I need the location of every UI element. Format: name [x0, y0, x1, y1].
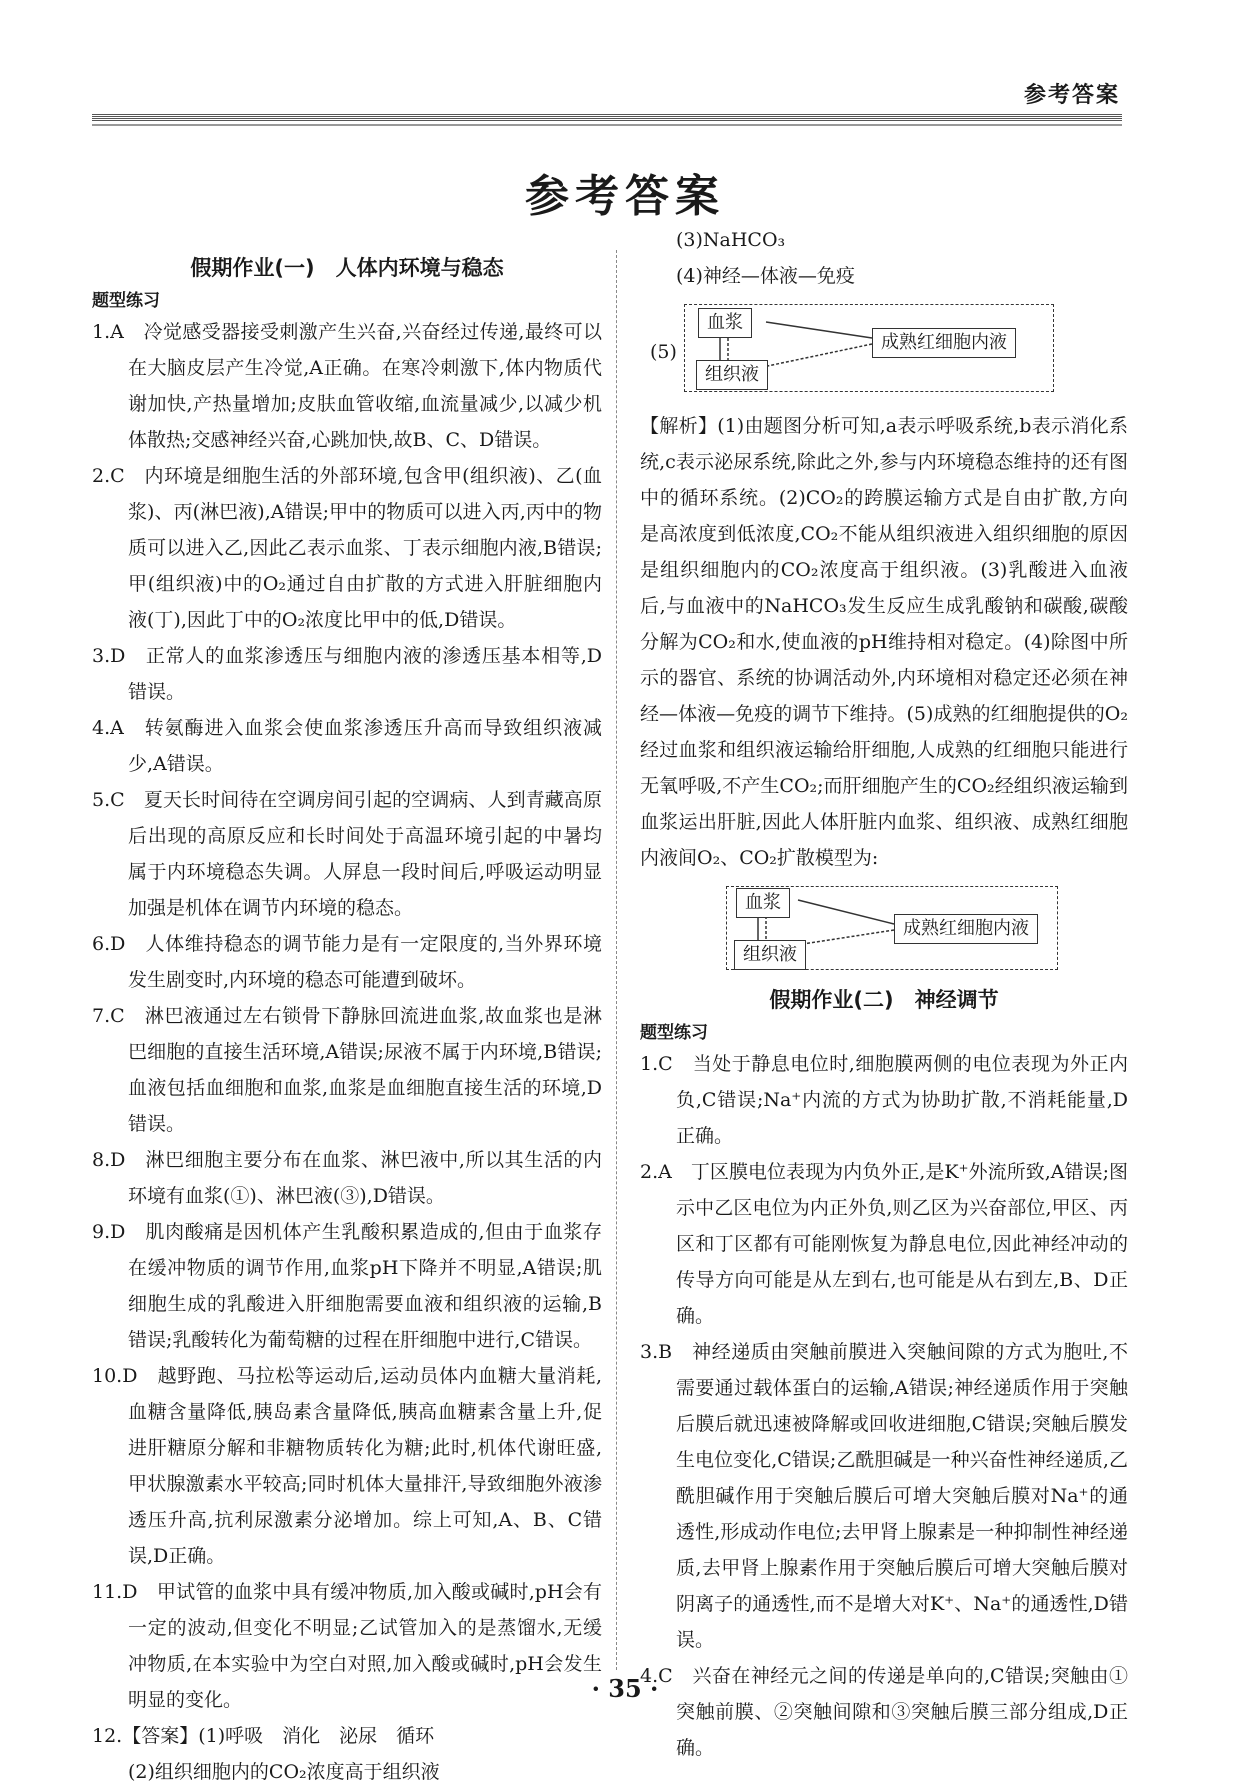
header-label: 参考答案	[1023, 83, 1120, 108]
diffusion-diagram-1	[640, 298, 1128, 402]
answer-item-continuation: (2)组织细胞内的CO₂浓度高于组织液	[128, 1761, 440, 1783]
answer-item: 12.【答案】(1)呼吸 消化 泌尿 循环	[92, 1725, 435, 1747]
left-column	[92, 250, 602, 1790]
box-plasma: 血浆	[698, 308, 752, 338]
answer-item: 9.D 肌肉酸痛是因机体产生乳酸积累造成的,但由于血浆存在缓冲物质的调节作用,血浆pH下降并不明显,A错误;肌细胞生成的乳酸进入肝细胞需要血液和组织液的运输,B错误;乳酸转化为葡萄糖的过程在肝细胞中进行,C错误。	[92, 1221, 602, 1351]
answer-item: 8.D 淋巴细胞主要分布在血浆、淋巴液中,所以其生活的内环境有血浆(①)、淋巴液(③),D错误。	[92, 1149, 602, 1207]
analysis-text: 【解析】(1)由题图分析可知,a表示呼吸系统,b表示消化系统,c表示泌尿系统,除此之外,参与内环境稳态维持的还有图中的循环系统。(2)CO₂的跨膜运输方式是自由扩散,方向是高浓度到低浓度,CO₂不能从组织液进入组织细胞的原因是组织细胞内的CO₂浓度高于组织液。(3)乳酸进入血液后,与血液中的NaHCO₃发生反应生成乳酸钠和碳酸,碳酸分解为CO₂和水,使血液的pH维持相对稳定。(4)除图中所示的器官、系统的协调活动外,内环境相对稳定还必须在神经—体液—免疫的调节下维持。(5)成熟的红细胞提供的O₂经过血浆和组织液运输给肝细胞,人成熟的红细胞只能进行无氧呼吸,不产生CO₂;而肝细胞产生的CO₂经组织液运输到血浆运出肝脏,因此人体肝脏内血浆、组织液、成熟红细胞内液间O₂、CO₂扩散模型为:	[640, 415, 1128, 869]
answer-item: 3.B 神经递质由突触前膜进入突触间隙的方式为胞吐,不需要通过载体蛋白的运输,A错误;神经递质作用于突触后膜后就迅速被降解或回收进细胞,C错误;突触后膜发生电位变化,C错误;乙酰胆碱是一种兴奋性神经递质,乙酰胆碱作用于突触后膜后可增大突触后膜对Na⁺的通透性,形成动作电位;去甲肾上腺素是一种抑制性神经递质,去甲肾上腺素作用于突触后膜后可增大突触后膜对阴离子的通透性,而不是增大对K⁺、Na⁺的通透性,D错误。	[640, 1341, 1128, 1651]
answer-item: 7.C 淋巴液通过左右锁骨下静脉回流进血浆,故血浆也是淋巴细胞的直接生活环境,A错误;尿液不属于内环境,B错误;血液包括血细胞和血浆,血浆是血细胞直接生活的环境,D错误。	[92, 1005, 602, 1135]
box-tissue-fluid: 组织液	[696, 360, 768, 390]
page-number: · 35 ·	[591, 1674, 659, 1703]
answer-item: 1.A 冷觉感受器接受刺激产生兴奋,兴奋经过传递,最终可以在大脑皮层产生冷觉,A正确。在寒冷刺激下,体内物质代谢加快,产热量增加;皮肤血管收缩,血流量减少,以减少机体散热;交感神经兴奋,心跳加快,故B、C、D错误。	[92, 321, 602, 451]
answer-item: 11.D 甲试管的血浆中具有缓冲物质,加入酸或碱时,pH会有一定的波动,但变化不明显;乙试管加入的是蒸馏水,无缓冲物质,在本实验中为空白对照,加入酸或碱时,pH会发生明显的变化。	[92, 1581, 602, 1711]
box-rbc-fluid: 成熟红细胞内液	[872, 328, 1016, 358]
section-title-2: 假期作业(二) 神经调节	[769, 988, 999, 1012]
box-tissue-fluid: 组织液	[734, 940, 806, 970]
answer-item: 6.D 人体维持稳态的调节能力是有一定限度的,当外界环境发生剧变时,内环境的稳态可能遭到破坏。	[92, 933, 602, 991]
box-plasma: 血浆	[736, 888, 790, 918]
subsection-title-1: 题型练习	[92, 291, 160, 311]
answer-item: 4.A 转氨酶进入血浆会使血浆渗透压升高而导致组织液减少,A错误。	[92, 717, 602, 775]
right-column	[640, 222, 1128, 1766]
answer-item: 10.D 越野跑、马拉松等运动后,运动员体内血糖大量消耗,血糖含量降低,胰岛素含量降低,胰高血糖素含量上升,促进肝糖原分解和非糖物质转化为糖;此时,机体代谢旺盛,甲状腺激素水平较高;同时机体大量排汗,导致细胞外液渗透压升高,抗利尿激素分泌增加。综上可知,A、B、C错误,D正确。	[92, 1365, 602, 1567]
diffusion-diagram-2	[640, 880, 1128, 976]
answer-item: 4.C 兴奋在神经元之间的传递是单向的,C错误;突触由①突触前膜、②突触间隙和③突触后膜三部分组成,D正确。	[640, 1665, 1128, 1759]
box-rbc-fluid: 成熟红细胞内液	[894, 914, 1038, 944]
answer-item: 2.C 内环境是细胞生活的外部环境,包含甲(组织液)、乙(血浆)、丙(淋巴液),A错误;甲中的物质可以进入丙,丙中的物质可以进入乙,因此乙表示血浆、丁表示细胞内液,B错误;甲(组织液)中的O₂通过自由扩散的方式进入肝脏细胞内液(丁),因此丁中的O₂浓度比甲中的低,D错误。	[92, 465, 602, 631]
answer-item: 1.C 当处于静息电位时,细胞膜两侧的电位表现为外正内负,C错误;Na⁺内流的方式为协助扩散,不消耗能量,D正确。	[640, 1053, 1128, 1147]
answer-line: (4)神经—体液—免疫	[676, 265, 855, 287]
answer-line: (3)NaHCO₃	[676, 229, 786, 251]
header-rule	[92, 114, 1122, 121]
header-rule-thin	[92, 124, 1122, 126]
diagram-number: (5)	[650, 341, 677, 363]
answer-item: 5.C 夏天长时间待在空调房间引起的空调病、人到青藏高原后出现的高原反应和长时间处于高温环境引起的中暑均属于内环境稳态失调。人屏息一段时间后,呼吸运动明显加强是机体在调节内环境的稳态。	[92, 789, 602, 919]
answer-item: 3.D 正常人的血浆渗透压与细胞内液的渗透压基本相等,D错误。	[92, 645, 602, 703]
answer-item: 2.A 丁区膜电位表现为内负外正,是K⁺外流所致,A错误;图示中乙区电位为内正外负,则乙区为兴奋部位,甲区、丙区和丁区都有可能刚恢复为静息电位,因此神经冲动的传导方向可能是从左到右,也可能是从右到左,B、D正确。	[640, 1161, 1128, 1327]
column-divider	[616, 250, 617, 1670]
page-title: 参考答案	[525, 171, 725, 222]
section-title-1: 假期作业(一) 人体内环境与稳态	[190, 256, 504, 280]
subsection-title-2: 题型练习	[640, 1023, 708, 1043]
